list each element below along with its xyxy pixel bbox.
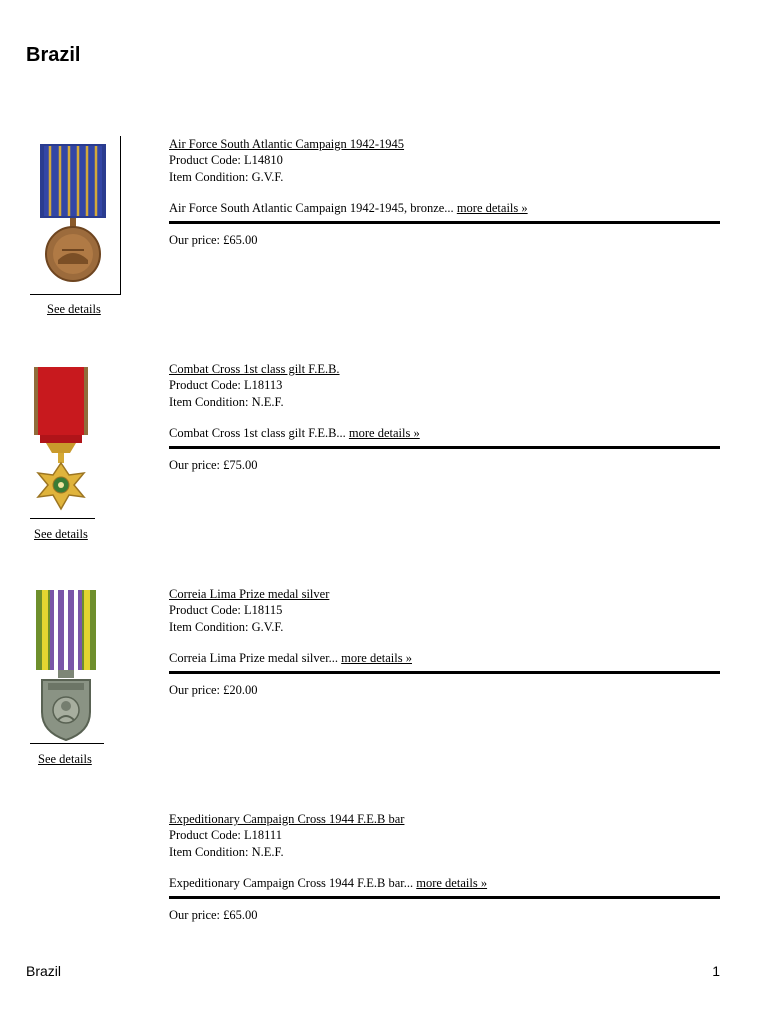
product-description bbox=[169, 875, 720, 891]
item-condition: Item Condition: N.E.F. bbox=[169, 844, 284, 859]
divider bbox=[169, 896, 720, 899]
description-text: Correia Lima Prize medal silver... bbox=[169, 650, 339, 665]
item-condition: Item Condition: G.V.F. bbox=[169, 619, 284, 634]
product-price: Our price: £75.00 bbox=[169, 458, 258, 473]
see-details-link[interactable]: See details bbox=[47, 302, 101, 316]
product-listing bbox=[0, 136, 768, 336]
product-info bbox=[169, 811, 720, 923]
product-description bbox=[169, 425, 720, 441]
see-details-link[interactable]: See details bbox=[38, 752, 92, 766]
product-price: Our price: £20.00 bbox=[169, 683, 258, 698]
product-code: Product Code: L18115 bbox=[169, 603, 283, 618]
product-code: Product Code: L18113 bbox=[169, 378, 283, 393]
product-description bbox=[169, 650, 720, 666]
product-price: Our price: £65.00 bbox=[169, 233, 258, 248]
footer-title: Brazil bbox=[26, 963, 62, 979]
product-code: Product Code: L14810 bbox=[169, 153, 283, 168]
product-name-link[interactable]: Air Force South Atlantic Campaign 1942-1945 bbox=[169, 137, 405, 151]
product-name-link[interactable]: Combat Cross 1st class gilt F.E.B. bbox=[169, 362, 340, 376]
divider bbox=[169, 446, 720, 449]
gilt-cross-red-ribbon-icon[interactable] bbox=[32, 365, 90, 517]
see-details-link[interactable]: See details bbox=[34, 527, 88, 541]
more-details-link[interactable]: more details » bbox=[348, 425, 420, 440]
more-details-link[interactable]: more details » bbox=[456, 200, 528, 215]
description-text: Combat Cross 1st class gilt F.E.B... bbox=[169, 425, 346, 440]
product-listing bbox=[0, 811, 768, 1011]
product-listing bbox=[0, 586, 768, 786]
product-info bbox=[169, 136, 720, 248]
image-underline bbox=[30, 743, 104, 744]
divider bbox=[169, 671, 720, 674]
more-details-link[interactable]: more details » bbox=[341, 650, 412, 665]
image-underline bbox=[30, 518, 95, 519]
more-details-link[interactable]: more details » bbox=[416, 875, 488, 890]
description-text: Expeditionary Campaign Cross 1944 F.E.B bar... bbox=[169, 875, 414, 890]
image-border bbox=[120, 136, 121, 294]
product-code: Product Code: L18111 bbox=[169, 828, 282, 843]
product-price: Our price: £65.00 bbox=[169, 908, 258, 923]
silver-shield-medal-striped-ribbon-icon[interactable] bbox=[34, 588, 98, 742]
item-condition: Item Condition: G.V.F. bbox=[169, 169, 284, 184]
product-name-link[interactable]: Correia Lima Prize medal silver bbox=[169, 587, 330, 601]
product-description bbox=[169, 200, 720, 216]
product-listing bbox=[0, 361, 768, 561]
bronze-medal-blue-ribbon-icon[interactable] bbox=[38, 142, 108, 292]
divider bbox=[169, 221, 720, 224]
page-title: Brazil bbox=[26, 44, 81, 66]
product-info bbox=[169, 586, 720, 698]
page-number: 1 bbox=[712, 963, 720, 979]
item-condition: Item Condition: N.E.F. bbox=[169, 394, 284, 409]
description-text: Air Force South Atlantic Campaign 1942-1945, bronze... bbox=[169, 200, 454, 215]
product-name-link[interactable]: Expeditionary Campaign Cross 1944 F.E.B bar bbox=[169, 812, 405, 826]
image-underline bbox=[30, 294, 121, 295]
product-info bbox=[169, 361, 720, 473]
